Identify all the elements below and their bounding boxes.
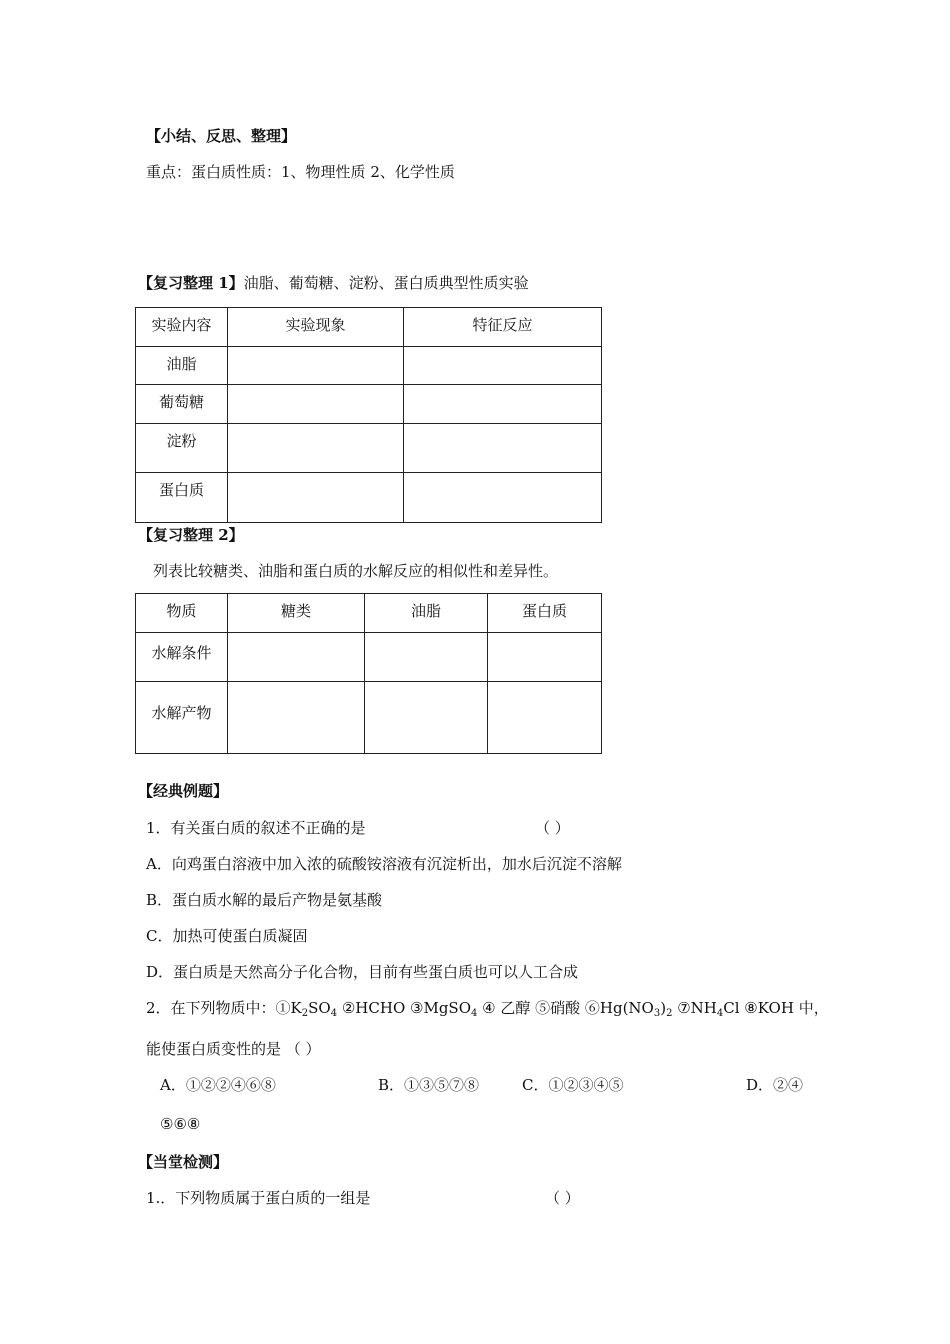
q2-prompt: 能使蛋白质变性的是 （ ）	[146, 1040, 321, 1058]
check-q1-blank: （ ）	[545, 1189, 580, 1207]
review2-header-row	[136, 594, 602, 633]
q2-option-b: B．①③⑤⑦⑧	[378, 1076, 480, 1094]
q1-option-b: B．蛋白质水解的最后产物是氨基酸	[146, 891, 383, 909]
review1-table	[135, 307, 602, 523]
review2-col-protein: 蛋白质	[488, 594, 602, 633]
table-row	[136, 682, 602, 754]
review1-row-protein: 蛋白质	[136, 473, 228, 523]
summary-key-points: 重点：蛋白质性质：1、物理性质 2、化学性质	[146, 163, 455, 181]
review2-intro: 列表比较糖类、油脂和蛋白质的水解反应的相似性和差异性。	[153, 562, 559, 580]
summary-heading: 【小结、反思、整理】	[146, 127, 297, 145]
q1-option-d: D．蛋白质是天然高分子化合物，目前有些蛋白质也可以人工合成	[146, 963, 579, 981]
review1-heading	[138, 273, 529, 293]
review2-row-products: 水解产物	[136, 682, 228, 754]
review2-col-substance: 物质	[136, 594, 228, 633]
review1-row-glucose: 葡萄糖	[136, 385, 228, 424]
review2-heading: 【复习整理 2】	[138, 526, 244, 544]
review1-row-starch: 淀粉	[136, 424, 228, 473]
table-row	[136, 424, 602, 473]
q2-option-c: C．①②③④⑤	[522, 1076, 624, 1094]
q2-stem: 2．在下列物质中：$①K_2SO_4$ ②HCHO ③MgSO$_4$ ④ 乙醇 ⑤硝酸 $⑥Hg(NO_3)_2$ $⑦NH_4Cl$ ⑧KOH 中，	[146, 999, 829, 1019]
review1-heading-rest: 油脂、葡萄糖、淀粉、蛋白质典型性质实验	[243, 274, 529, 292]
check-q1-stem: 1.．下列物质属于蛋白质的一组是	[146, 1189, 371, 1207]
table-row	[136, 385, 602, 424]
review1-row-fat: 油脂	[136, 347, 228, 385]
table-row	[136, 347, 602, 385]
examples-heading: 【经典例题】	[138, 782, 229, 800]
check-heading: 【当堂检测】	[138, 1153, 229, 1171]
review2-col-sugar: 糖类	[228, 594, 365, 633]
q1-option-c: C．加热可使蛋白质凝固	[146, 927, 308, 945]
review2-row-conditions: 水解条件	[136, 633, 228, 682]
review1-heading-bold: 【复习整理 1】	[138, 274, 244, 292]
review1-col-reaction: 特征反应	[404, 308, 602, 347]
review2-col-fat: 油脂	[365, 594, 488, 633]
table-row	[136, 633, 602, 682]
q2-option-d-cont: ⑤⑥⑧	[160, 1115, 201, 1133]
review1-col-phenomenon: 实验现象	[228, 308, 404, 347]
review2-table	[135, 593, 602, 754]
q1-option-a: A．向鸡蛋白溶液中加入浓的硫酸铵溶液有沉淀析出，加水后沉淀不溶解	[146, 855, 622, 873]
table-row	[136, 473, 602, 523]
q2-option-d: D．②④	[746, 1076, 804, 1094]
review1-col-content: 实验内容	[136, 308, 228, 347]
q2-option-a: A．①②②④⑥⑧	[160, 1076, 276, 1094]
q1-answer-blank: （ ）	[535, 819, 570, 837]
q1-stem: 1．有关蛋白质的叙述不正确的是	[146, 819, 366, 837]
review1-header-row	[136, 308, 602, 347]
